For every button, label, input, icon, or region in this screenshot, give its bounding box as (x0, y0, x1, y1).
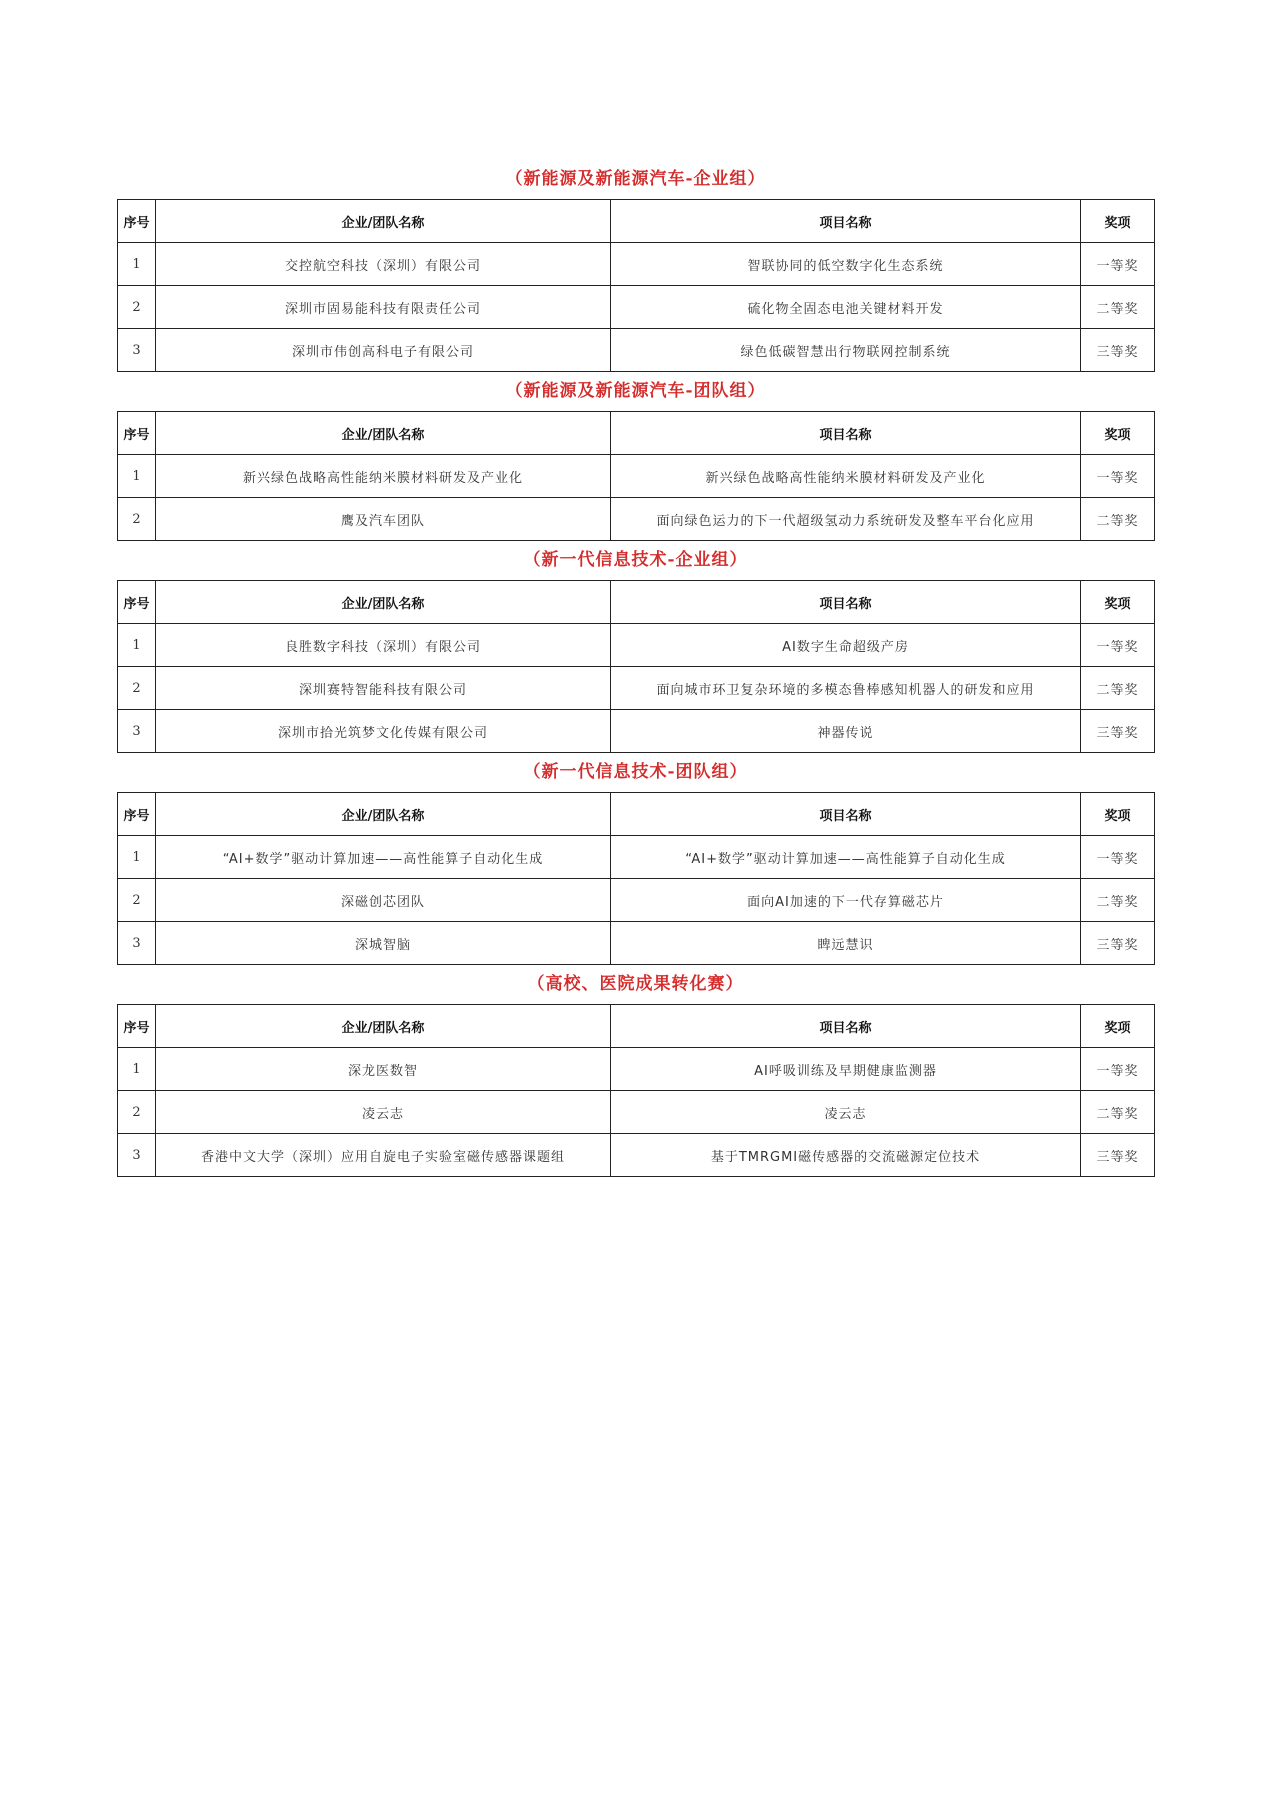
header-org: 企业/团队名称 (156, 793, 611, 836)
row-project: 智联协同的低空数字化生态系统 (611, 243, 1081, 286)
header-index: 序号 (118, 412, 156, 455)
row-award: 一等奖 (1081, 836, 1155, 879)
header-award: 奖项 (1081, 1005, 1155, 1048)
header-index: 序号 (118, 200, 156, 243)
section-title: （新能源及新能源汽车-团队组） (505, 381, 766, 401)
row-org: 良胜数字科技（深圳）有限公司 (156, 624, 611, 667)
award-list (117, 160, 1154, 1177)
row-project: 面向绿色运力的下一代超级氢动力系统研发及整车平台化应用 (611, 498, 1081, 541)
row-index: 2 (118, 286, 156, 329)
row-org: 深磁创芯团队 (156, 879, 611, 922)
table-row (118, 922, 1155, 965)
row-project: AI数字生命超级产房 (611, 624, 1081, 667)
row-award: 二等奖 (1081, 286, 1155, 329)
table-row (118, 1048, 1155, 1091)
row-project: AI呼吸训练及早期健康监测器 (611, 1048, 1081, 1091)
row-award: 一等奖 (1081, 243, 1155, 286)
row-project: 睥远慧识 (611, 922, 1081, 965)
header-project: 项目名称 (611, 200, 1081, 243)
award-table (117, 1004, 1155, 1177)
award-table (117, 580, 1155, 753)
header-org: 企业/团队名称 (156, 581, 611, 624)
table-row (118, 1091, 1155, 1134)
header-project: 项目名称 (611, 1005, 1081, 1048)
row-index: 1 (118, 836, 156, 879)
header-org: 企业/团队名称 (156, 412, 611, 455)
award-table (117, 411, 1155, 541)
section-title: （新能源及新能源汽车-企业组） (505, 169, 766, 189)
row-org: 鹰及汽车团队 (156, 498, 611, 541)
row-award: 三等奖 (1081, 329, 1155, 372)
table-row (118, 243, 1155, 286)
row-index: 1 (118, 1048, 156, 1091)
header-award: 奖项 (1081, 581, 1155, 624)
table-header-row (118, 412, 1155, 455)
row-award: 一等奖 (1081, 1048, 1155, 1091)
section-title: （高校、医院成果转化赛） (527, 974, 744, 994)
row-index: 3 (118, 329, 156, 372)
header-project: 项目名称 (611, 793, 1081, 836)
header-project: 项目名称 (611, 412, 1081, 455)
row-project: 凌云志 (611, 1091, 1081, 1134)
table-row (118, 329, 1155, 372)
row-project: 神器传说 (611, 710, 1081, 753)
row-org: 深龙医数智 (156, 1048, 611, 1091)
table-row (118, 836, 1155, 879)
table-header-row (118, 1005, 1155, 1048)
row-index: 3 (118, 1134, 156, 1177)
row-award: 三等奖 (1081, 922, 1155, 965)
row-index: 2 (118, 1091, 156, 1134)
row-index: 2 (118, 498, 156, 541)
header-index: 序号 (118, 1005, 156, 1048)
row-index: 2 (118, 667, 156, 710)
header-org: 企业/团队名称 (156, 200, 611, 243)
row-award: 二等奖 (1081, 498, 1155, 541)
section-title: （新一代信息技术-团队组） (523, 762, 748, 782)
row-award: 二等奖 (1081, 1091, 1155, 1134)
section-title: （新一代信息技术-企业组） (523, 550, 748, 570)
row-project: “AI+数学”驱动计算加速——高性能算子自动化生成 (611, 836, 1081, 879)
row-project: 硫化物全固态电池关键材料开发 (611, 286, 1081, 329)
row-project: 面向城市环卫复杂环境的多模态鲁棒感知机器人的研发和应用 (611, 667, 1081, 710)
table-row (118, 1134, 1155, 1177)
row-org: “AI+数学”驱动计算加速——高性能算子自动化生成 (156, 836, 611, 879)
header-index: 序号 (118, 793, 156, 836)
row-award: 一等奖 (1081, 624, 1155, 667)
table-row (118, 286, 1155, 329)
row-org: 深城智脑 (156, 922, 611, 965)
award-table (117, 199, 1155, 372)
table-row (118, 624, 1155, 667)
table-header-row (118, 581, 1155, 624)
row-award: 一等奖 (1081, 455, 1155, 498)
table-row (118, 498, 1155, 541)
row-org: 深圳赛特智能科技有限公司 (156, 667, 611, 710)
row-index: 1 (118, 455, 156, 498)
row-project: 面向AI加速的下一代存算磁芯片 (611, 879, 1081, 922)
header-award: 奖项 (1081, 200, 1155, 243)
row-project: 绿色低碳智慧出行物联网控制系统 (611, 329, 1081, 372)
table-row (118, 667, 1155, 710)
table-header-row (118, 200, 1155, 243)
header-project: 项目名称 (611, 581, 1081, 624)
row-org: 交控航空科技（深圳）有限公司 (156, 243, 611, 286)
row-org: 深圳市拾光筑梦文化传媒有限公司 (156, 710, 611, 753)
table-row (118, 879, 1155, 922)
row-org: 凌云志 (156, 1091, 611, 1134)
header-index: 序号 (118, 581, 156, 624)
row-award: 二等奖 (1081, 667, 1155, 710)
row-award: 三等奖 (1081, 710, 1155, 753)
row-index: 3 (118, 710, 156, 753)
table-row (118, 710, 1155, 753)
row-project: 新兴绿色战略高性能纳米膜材料研发及产业化 (611, 455, 1081, 498)
table-row (118, 455, 1155, 498)
award-table (117, 792, 1155, 965)
header-award: 奖项 (1081, 793, 1155, 836)
row-org: 深圳市固易能科技有限责任公司 (156, 286, 611, 329)
table-header-row (118, 793, 1155, 836)
row-index: 1 (118, 243, 156, 286)
header-org: 企业/团队名称 (156, 1005, 611, 1048)
row-org: 深圳市伟创高科电子有限公司 (156, 329, 611, 372)
row-index: 3 (118, 922, 156, 965)
row-award: 二等奖 (1081, 879, 1155, 922)
row-index: 2 (118, 879, 156, 922)
row-org: 新兴绿色战略高性能纳米膜材料研发及产业化 (156, 455, 611, 498)
row-award: 三等奖 (1081, 1134, 1155, 1177)
row-project: 基于TMRGMI磁传感器的交流磁源定位技术 (611, 1134, 1081, 1177)
row-index: 1 (118, 624, 156, 667)
header-award: 奖项 (1081, 412, 1155, 455)
row-org: 香港中文大学（深圳）应用自旋电子实验室磁传感器课题组 (156, 1134, 611, 1177)
